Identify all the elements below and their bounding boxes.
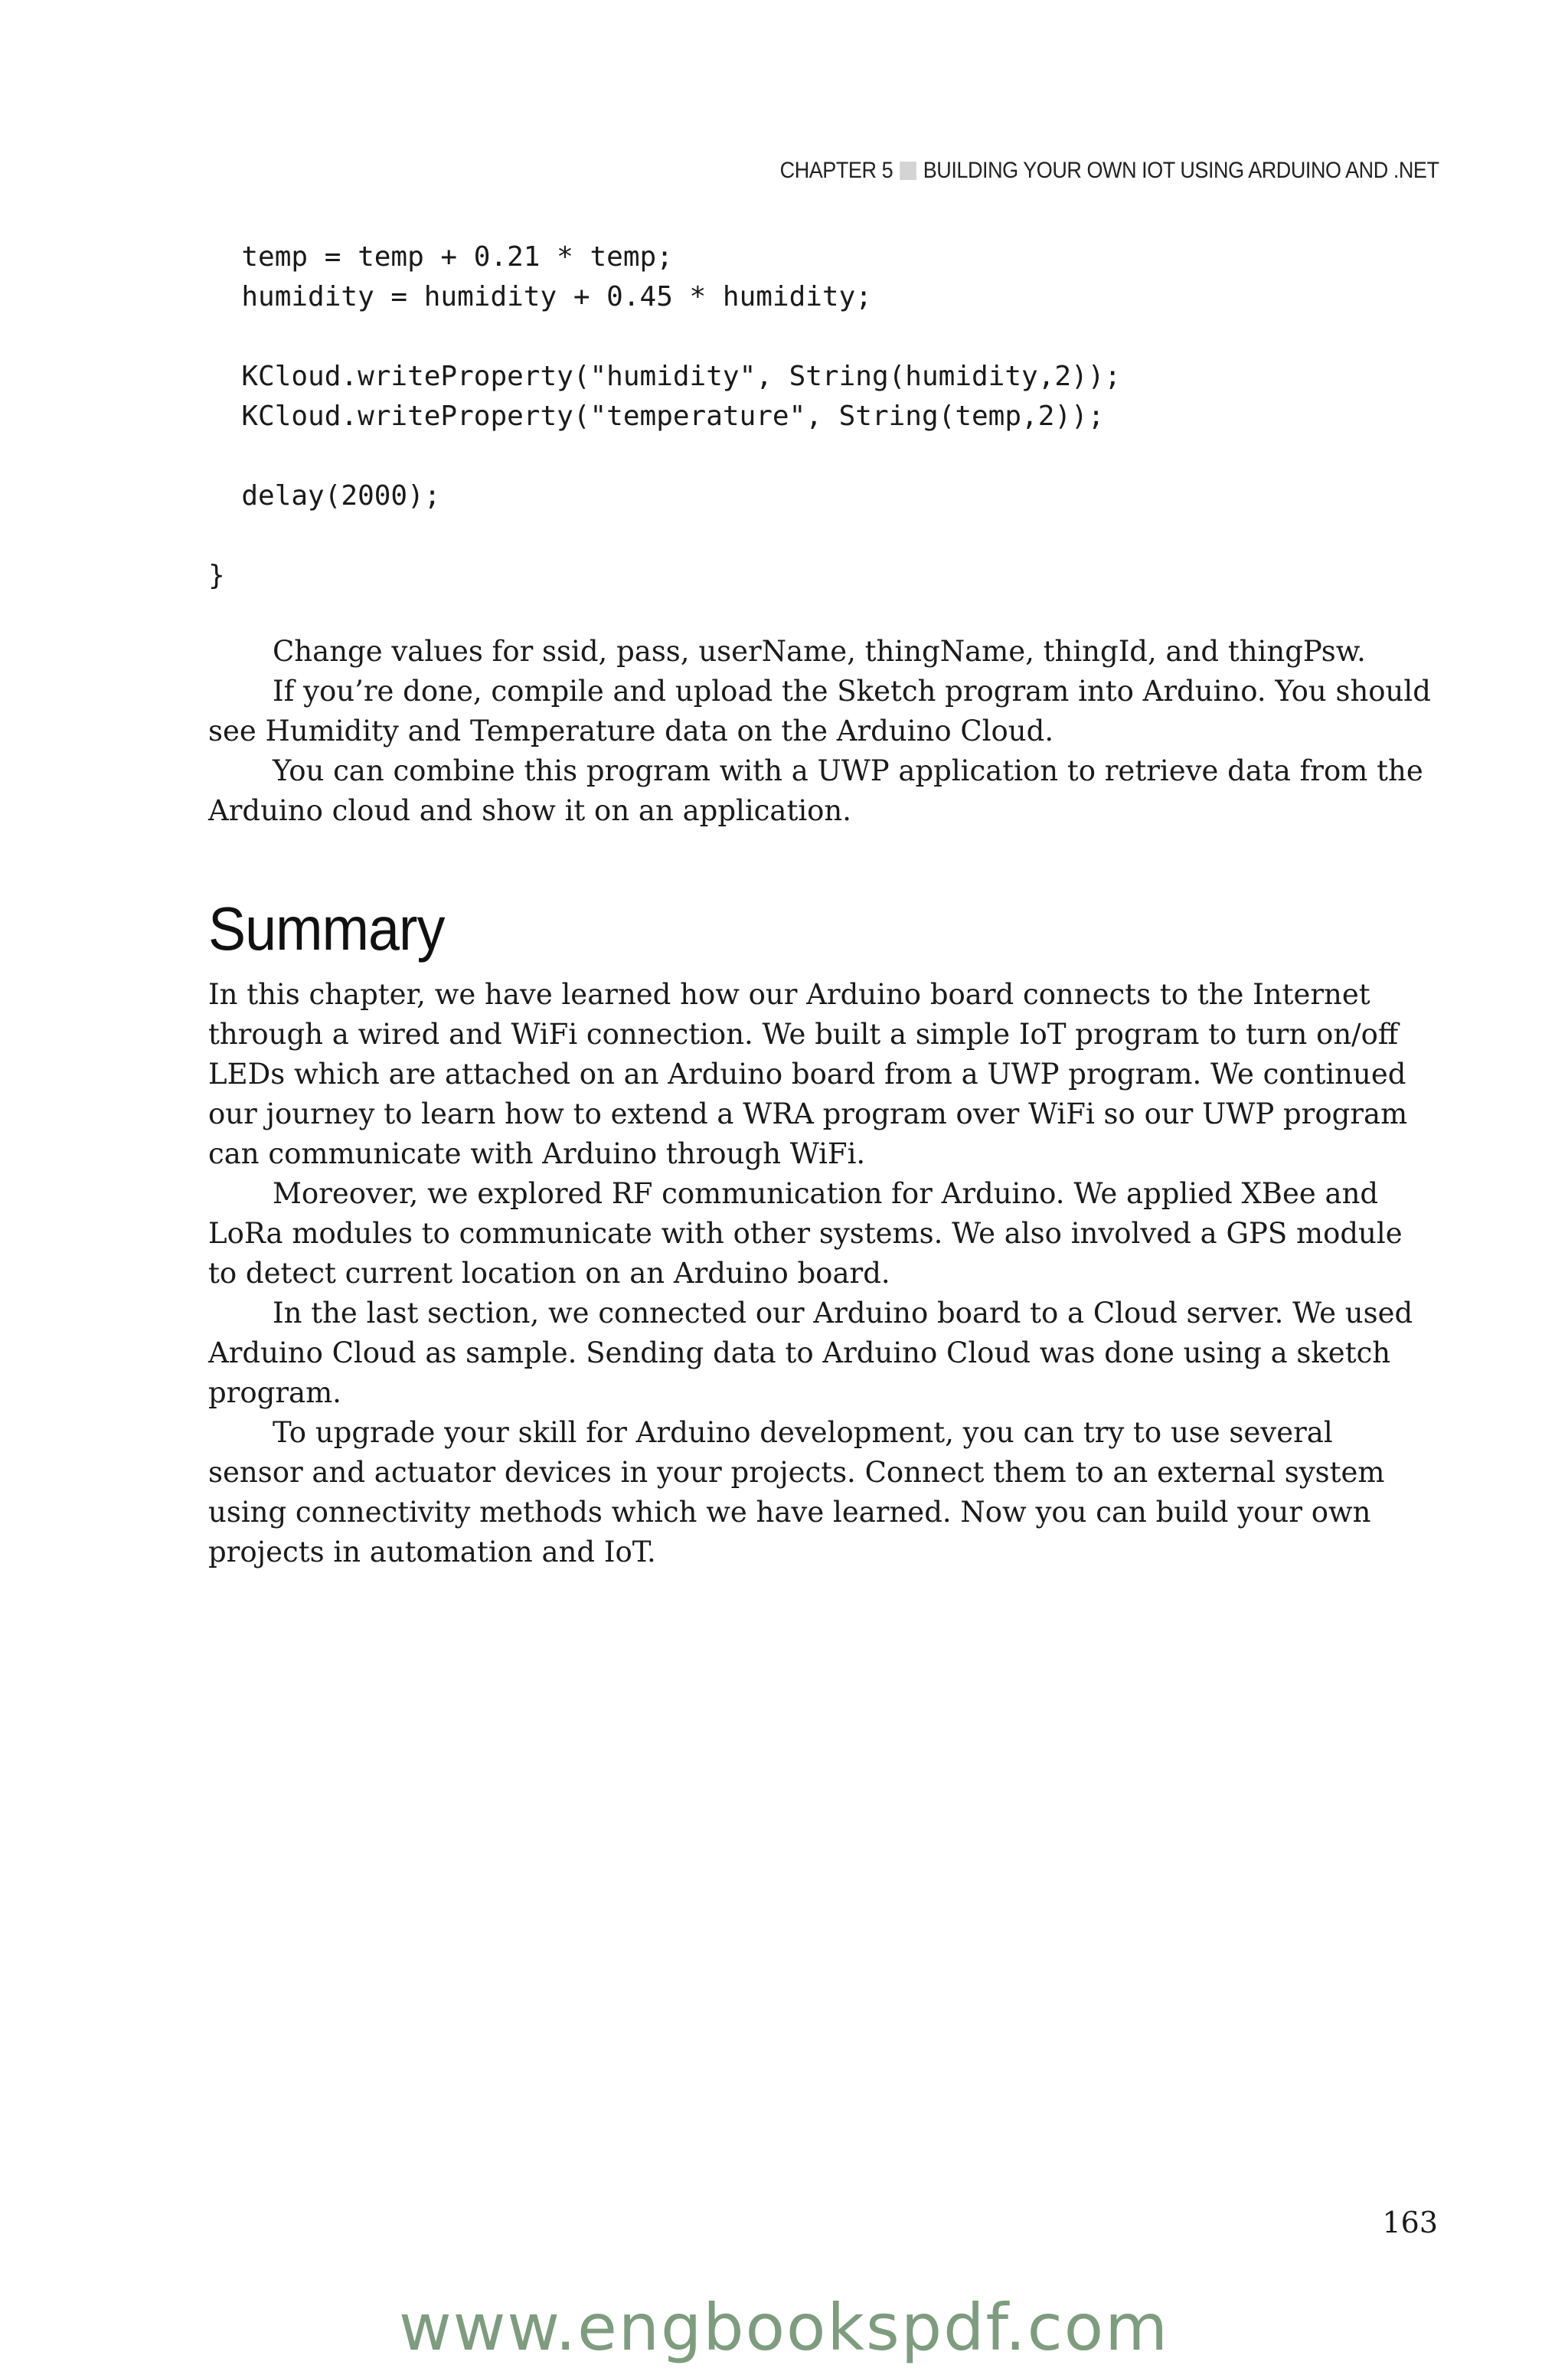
watermark-link[interactable]: www.engbookspdf.com — [398, 2290, 1170, 2365]
summary-heading: Summary — [208, 895, 445, 963]
page-number: 163 — [1382, 2206, 1438, 2239]
chapter-label: CHAPTER 5 — [780, 158, 893, 183]
running-head — [780, 158, 1439, 184]
summary-paragraph: In this chapter, we have learned how our Arduino board connects to the Internet through a wired and WiFi connection. We built a simple IoT program to turn on/off LEDs which are attached on an Arduino board from a UWP program. We continued our journey to learn how to extend a WRA program over WiFi so our UWP program can communicate with Arduino through WiFi. — [208, 978, 1408, 1170]
intro-paragraph: Change values for ssid, pass, userName, thingName, thingId, and thingPsw. — [273, 635, 1366, 668]
page-content — [208, 632, 1436, 1572]
chapter-title: BUILDING YOUR OWN IOT USING ARDUINO AND .NET — [923, 158, 1439, 183]
summary-paragraph: To upgrade your skill for Arduino development, you can try to use several sensor and actuator devices in your projects. Connect them to an external system using connectivity methods which we have learned. Now you can build your own projects in automation and IoT. — [208, 1416, 1385, 1568]
summary-paragraph: In the last section, we connected our Arduino board to a Cloud server. We used Arduino Cloud as sample. Sending data to Arduino Cloud was done using a sketch program. — [208, 1297, 1413, 1409]
summary-paragraph: Moreover, we explored RF communication for Arduino. We applied XBee and LoRa modules to communicate with other systems. We also involved a GPS module to detect current location on an Arduino board. — [208, 1177, 1403, 1290]
intro-paragraph: You can combine this program with a UWP application to retrieve data from the Arduino cloud and show it on an application. — [208, 754, 1423, 827]
code-block: temp = temp + 0.21 * temp; humidity = humidity + 0.45 * humidity; KCloud.writeProperty("humidity", String(humidity,2)); KCloud.writeProperty("temperature", String(temp,2)); delay(2000); } — [208, 241, 1122, 591]
intro-paragraph: If you’re done, compile and upload the Sketch program into Arduino. You should see Humidity and Temperature data on the Arduino Cloud. — [208, 675, 1431, 747]
separator-square-icon — [900, 162, 917, 180]
